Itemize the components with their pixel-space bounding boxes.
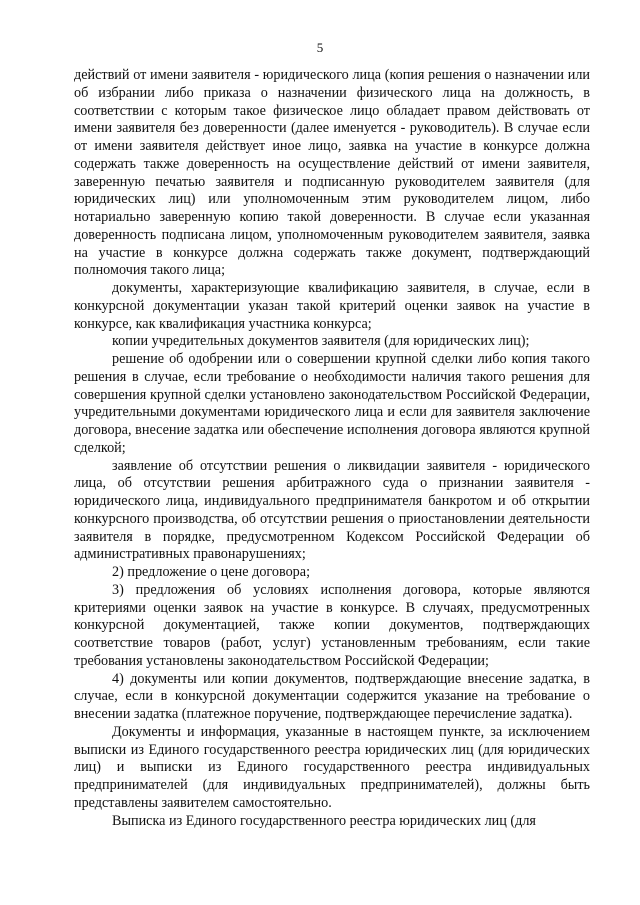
- paragraph-item-4-deposit-documents: 4) документы или копии документов, подтверждающие внесение задатка, в случае, если в конкурсной документации содержится указание на требование о внесении задатка (платежное поручение, подтверждающее перечисление задатка).: [74, 670, 590, 722]
- paragraph-item-2-price-offer: 2) предложение о цене договора;: [112, 564, 311, 580]
- paragraph-registry-extract: Выписка из Единого государственного реестра юридических лиц (для: [112, 812, 536, 829]
- document-body: [74, 67, 590, 830]
- paragraph-no-liquidation-statement: заявление об отсутствии решения о ликвидации заявителя - юридического лица, об отсутствии решения арбитражного суда о признании заявителя - юридического лица, индивидуального предпринимателя банкротом и об открытии конкурсного производства, об отсутствии решения о приостановлении деятельности заявителя в порядке, предусмотренном Кодексом Российской Федерации об административных правонарушениях;: [74, 457, 590, 563]
- paragraph-qualification-documents: документы, характеризующие квалификацию заявителя, в случае, если в конкурсной документации указан такой критерий оценки заявок на участие в конкурсе, как квалификация участника конкурса;: [74, 280, 590, 332]
- paragraph-item-3-contract-conditions: 3) предложения об условиях исполнения договора, которые являются критериями оценки заявок на участие в конкурсе. В случаях, предусмотренных конкурсной документацией, также копии документов, подтверждающих соответствие товаров (работ, услуг) установленным требованиям, если такие требования установлены законодательством Российской Федерации;: [74, 581, 590, 669]
- paragraph-continuation-representative: действий от имени заявителя - юридического лица (копия решения о назначении или об избрании либо приказа о назначении физического лица на должность, в соответствии с которым такое физическое лицо обладает правом действовать от имени заявителя без доверенности (далее именуется - руководитель). В случае если от имени заявителя действует иное лицо, заявка на участие в конкурсе должна содержать также доверенность на осуществление действий от имени заявителя, заверенную печатью заявителя и подписанную руководителем заявителя (для юридических лиц) или уполномоченным этим руководителем лицом, либо нотариально заверенную копию такой доверенности. В случае если указанная доверенность подписана лицом, уполномоченным руководителем заявителя, заявка на участие в конкурсе должна содержать также документ, подтверждающий полномочия такого лица;: [74, 67, 590, 279]
- paragraph-documents-submitted-independently: Документы и информация, указанные в настоящем пункте, за исключением выписки из Единого государственного реестра юридических лиц (для юридических лиц) и выписки из Единого государственного реестра индивидуальных предпринимателей (для индивидуальных предпринимателей), должны быть представлены заявителем самостоятельно.: [74, 723, 590, 811]
- page-number: 5: [316, 40, 324, 55]
- paragraph-major-transaction-approval: решение об одобрении или о совершении крупной сделки либо копия такого решения в случае, если требование о необходимости наличия такого решения для совершения крупной сделки установлено законодательством Российской Федерации, учредительными документами юридического лица и если для заявителя заключение договора, внесение задатка или обеспечение исполнения договора являются крупной сделкой;: [74, 351, 590, 456]
- paragraph-founding-documents: копии учредительных документов заявителя (для юридических лиц);: [112, 333, 530, 350]
